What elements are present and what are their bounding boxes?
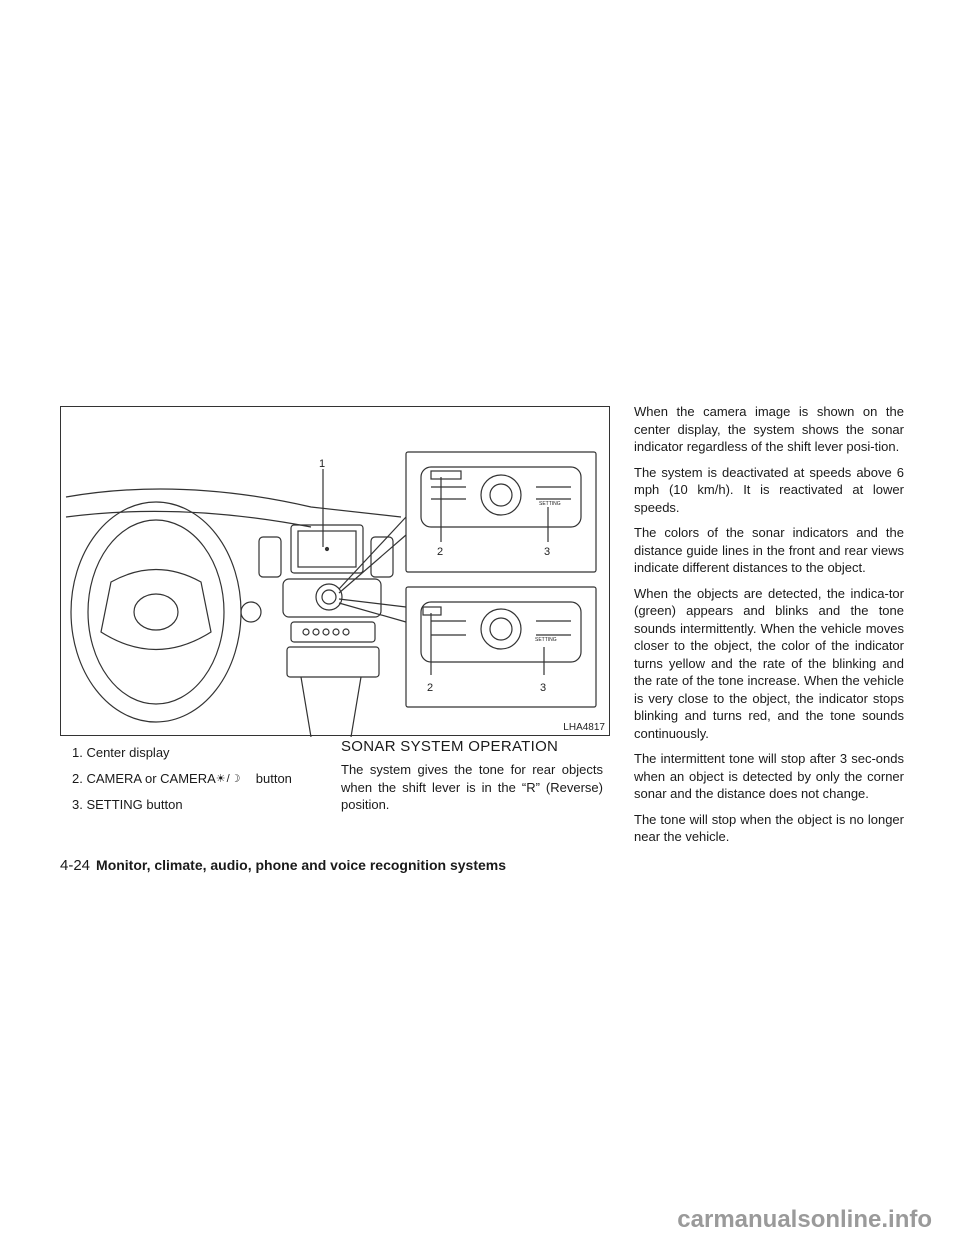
sonar-section (341, 738, 603, 822)
callout-2-bottom: 2 (427, 682, 434, 694)
caption-item-2-suffix: button (255, 771, 292, 786)
section-heading: SONAR SYSTEM OPERATION (341, 738, 559, 755)
inset-top-frame (406, 452, 596, 572)
figure-code: LHA4817 (563, 722, 605, 733)
section-paragraph-1: The system gives the tone for rear objects when the shift lever is in the “R” (Reverse) position. (341, 762, 603, 812)
right-paragraph-5: The intermittent tone will stop after 3 sec-onds when an object is detected by only the corner sonar and the distance does not change. (634, 751, 904, 801)
callout-2-top: 2 (437, 546, 444, 558)
page-footer (60, 857, 506, 874)
day-night-icon: ☀/☽ (215, 773, 242, 785)
callout-3-bottom: 3 (540, 682, 547, 694)
caption-item-2 (72, 766, 292, 792)
inset-bottom-frame (406, 587, 596, 707)
page-number: 4-24 (60, 857, 91, 874)
dashboard-drawing (61, 407, 611, 737)
chapter-title: Monitor, climate, audio, phone and voice recognition systems (96, 857, 506, 873)
caption-item-3: 3. SETTING button (72, 797, 183, 812)
right-paragraph-2: The system is deactivated at speeds above 6 mph (10 km/h). It is reactivated at lower speeds. (634, 464, 904, 515)
right-paragraph-1: When the camera image is shown on the center display, the system shows the sonar indicator regardless of the shift lever posi-tion. (634, 404, 904, 454)
callout-3-top: 3 (544, 546, 551, 558)
watermark: carmanualsonline.info (677, 1206, 932, 1233)
steering-wheel-outer (71, 502, 241, 722)
caption-item-1: 1. Center display (72, 745, 170, 760)
right-paragraph-6: The tone will stop when the object is no longer near the vehicle. (634, 811, 904, 844)
callout-1: 1 (319, 458, 326, 470)
inset-setting-label-bottom: SETTING (535, 637, 557, 643)
right-paragraph-4: When the objects are detected, the indica-tor (green) appears and blinks and the tone sounds intermittently. When the vehicle moves closer to the object, the color of the indicator turns yellow and the rate of the blinking and the rate of the tone increase. When the vehicle is very close to the object, the indicator stops blinking and turns red, and the tone sounds continuously. (634, 585, 904, 741)
inset-setting-label-top: SETTING (539, 501, 561, 507)
figure-caption-list (72, 740, 292, 818)
dashboard-illustration (60, 406, 610, 736)
right-paragraph-3: The colors of the sonar indicators and the distance guide lines in the front and rear views indicate different distances to the object. (634, 525, 904, 575)
right-column (634, 403, 904, 854)
caption-item-2-prefix: 2. CAMERA or CAMERA (72, 771, 216, 786)
